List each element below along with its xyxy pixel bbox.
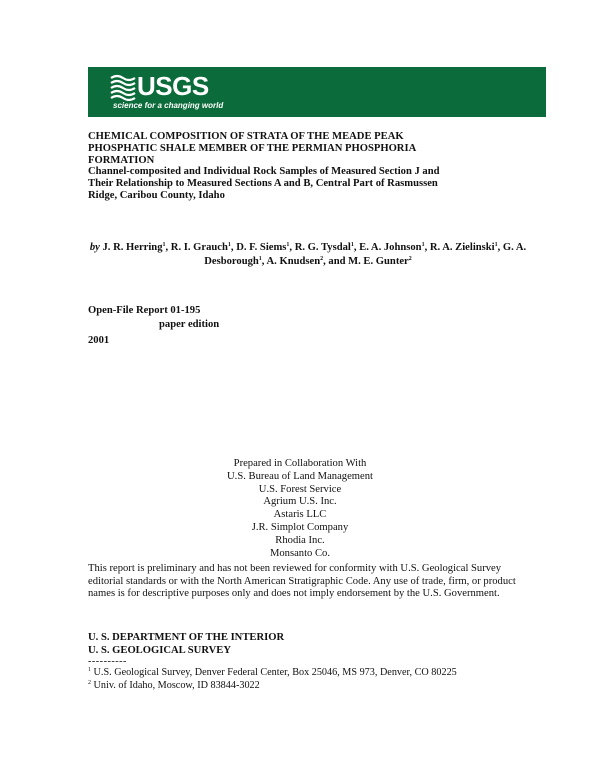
author-name: E. A. Johnson <box>359 242 422 253</box>
report-number: Open-File Report 01-195 <box>88 305 201 316</box>
report-year: 2001 <box>88 335 110 346</box>
collaborator: J.R. Simplot Company <box>251 521 349 533</box>
collaborator: Astaris LLC <box>273 509 327 521</box>
title-line: CHEMICAL COMPOSITION OF STRATA OF THE MEADE PEAK <box>88 131 404 142</box>
affiliation-mark: 2 <box>408 255 412 262</box>
affiliation-mark: 1 <box>227 242 231 248</box>
author-separator: , <box>353 242 360 253</box>
author-name: M. E. Gunter <box>348 255 409 267</box>
affiliation-mark: 1 <box>350 242 354 248</box>
usgs-banner <box>88 67 546 117</box>
title-line: FORMATION <box>88 154 155 166</box>
footnote-item <box>88 679 528 692</box>
affiliation-mark: 1 <box>421 242 425 248</box>
department-name: U. S. DEPARTMENT OF THE INTERIOR <box>88 632 285 643</box>
author-separator: , <box>497 242 503 253</box>
title-line: PHOSPHATIC SHALE MEMBER OF THE PERMIAN PHOSPHORIA <box>88 142 417 154</box>
author-name: R. G. Tysdal <box>294 242 351 253</box>
collaborator: Agrium U.S. Inc. <box>263 496 337 508</box>
footnote-mark: 1 <box>88 667 91 673</box>
affiliation-mark: 1 <box>286 242 290 248</box>
by-label: by <box>89 242 100 253</box>
author-separator: , and <box>323 255 349 267</box>
footnotes <box>88 657 528 692</box>
report-info <box>88 304 219 348</box>
author-separator: , <box>424 242 430 253</box>
footnote-mark: 2 <box>88 680 91 686</box>
subtitle-line: Their Relationship to Measured Sections A and B, Central Part of Rasmussen <box>88 178 438 190</box>
author-name: A. Knudsen <box>266 255 321 267</box>
author-name: J. R. Herring <box>102 242 163 253</box>
usgs-logo[interactable] <box>110 73 225 113</box>
author-separator: , <box>289 242 295 253</box>
usgs-wave-icon <box>110 73 136 101</box>
collaboration-block <box>150 458 450 560</box>
footnote-text: U.S. Geological Survey, Denver Federal Center, Box 25046, MS 973, Denver, CO 80225 <box>93 667 457 678</box>
usgs-tagline: science for a changing world <box>113 101 224 110</box>
author-separator: , <box>165 242 171 253</box>
subtitle-line: Ridge, Caribou County, Idaho <box>88 189 225 201</box>
report-edition: paper edition <box>159 319 220 330</box>
usgs-logo-text: USGS <box>137 71 209 101</box>
author-name: G. A. Desborough <box>204 242 527 267</box>
author-name: R. A. Zielinski <box>429 242 495 253</box>
author-name: D. F. Siems <box>236 242 287 253</box>
collaborator: U.S. Forest Service <box>258 483 342 495</box>
affiliation-mark: 1 <box>162 242 166 248</box>
author-list <box>88 241 528 268</box>
author-separator: , <box>261 255 267 267</box>
author-separator: , <box>230 242 237 253</box>
footnote-text: Univ. of Idaho, Moscow, ID 83844-3022 <box>93 680 260 691</box>
affiliation-mark: 2 <box>320 255 324 262</box>
footnote-item <box>88 666 528 679</box>
collaborator: Monsanto Co. <box>269 547 331 559</box>
disclaimer-paragraph: This report is preliminary and has not been reviewed for conformity with U.S. Geological Survey editorial standards or with the North American Stratigraphic Code. Any use of trade, firm, or product names is for descriptive purposes only and does not imply endorsement by the U.S. Government. <box>88 563 516 599</box>
collaborator: U.S. Bureau of Land Management <box>227 470 373 482</box>
subtitle-line: Channel-composited and Individual Rock Samples of Measured Section J and <box>88 166 440 178</box>
affiliation-mark: 1 <box>494 242 498 248</box>
report-title <box>88 131 528 202</box>
collaborator: Rhodia Inc. <box>275 534 325 546</box>
department-block <box>88 632 284 657</box>
footnote-rule: ---------- <box>88 656 127 667</box>
author-name: R. I. Grauch <box>170 242 228 253</box>
affiliation-mark: 1 <box>258 255 262 262</box>
agency-name: U. S. GEOLOGICAL SURVEY <box>88 644 231 656</box>
collaboration-heading: Prepared in Collaboration With <box>233 458 367 469</box>
